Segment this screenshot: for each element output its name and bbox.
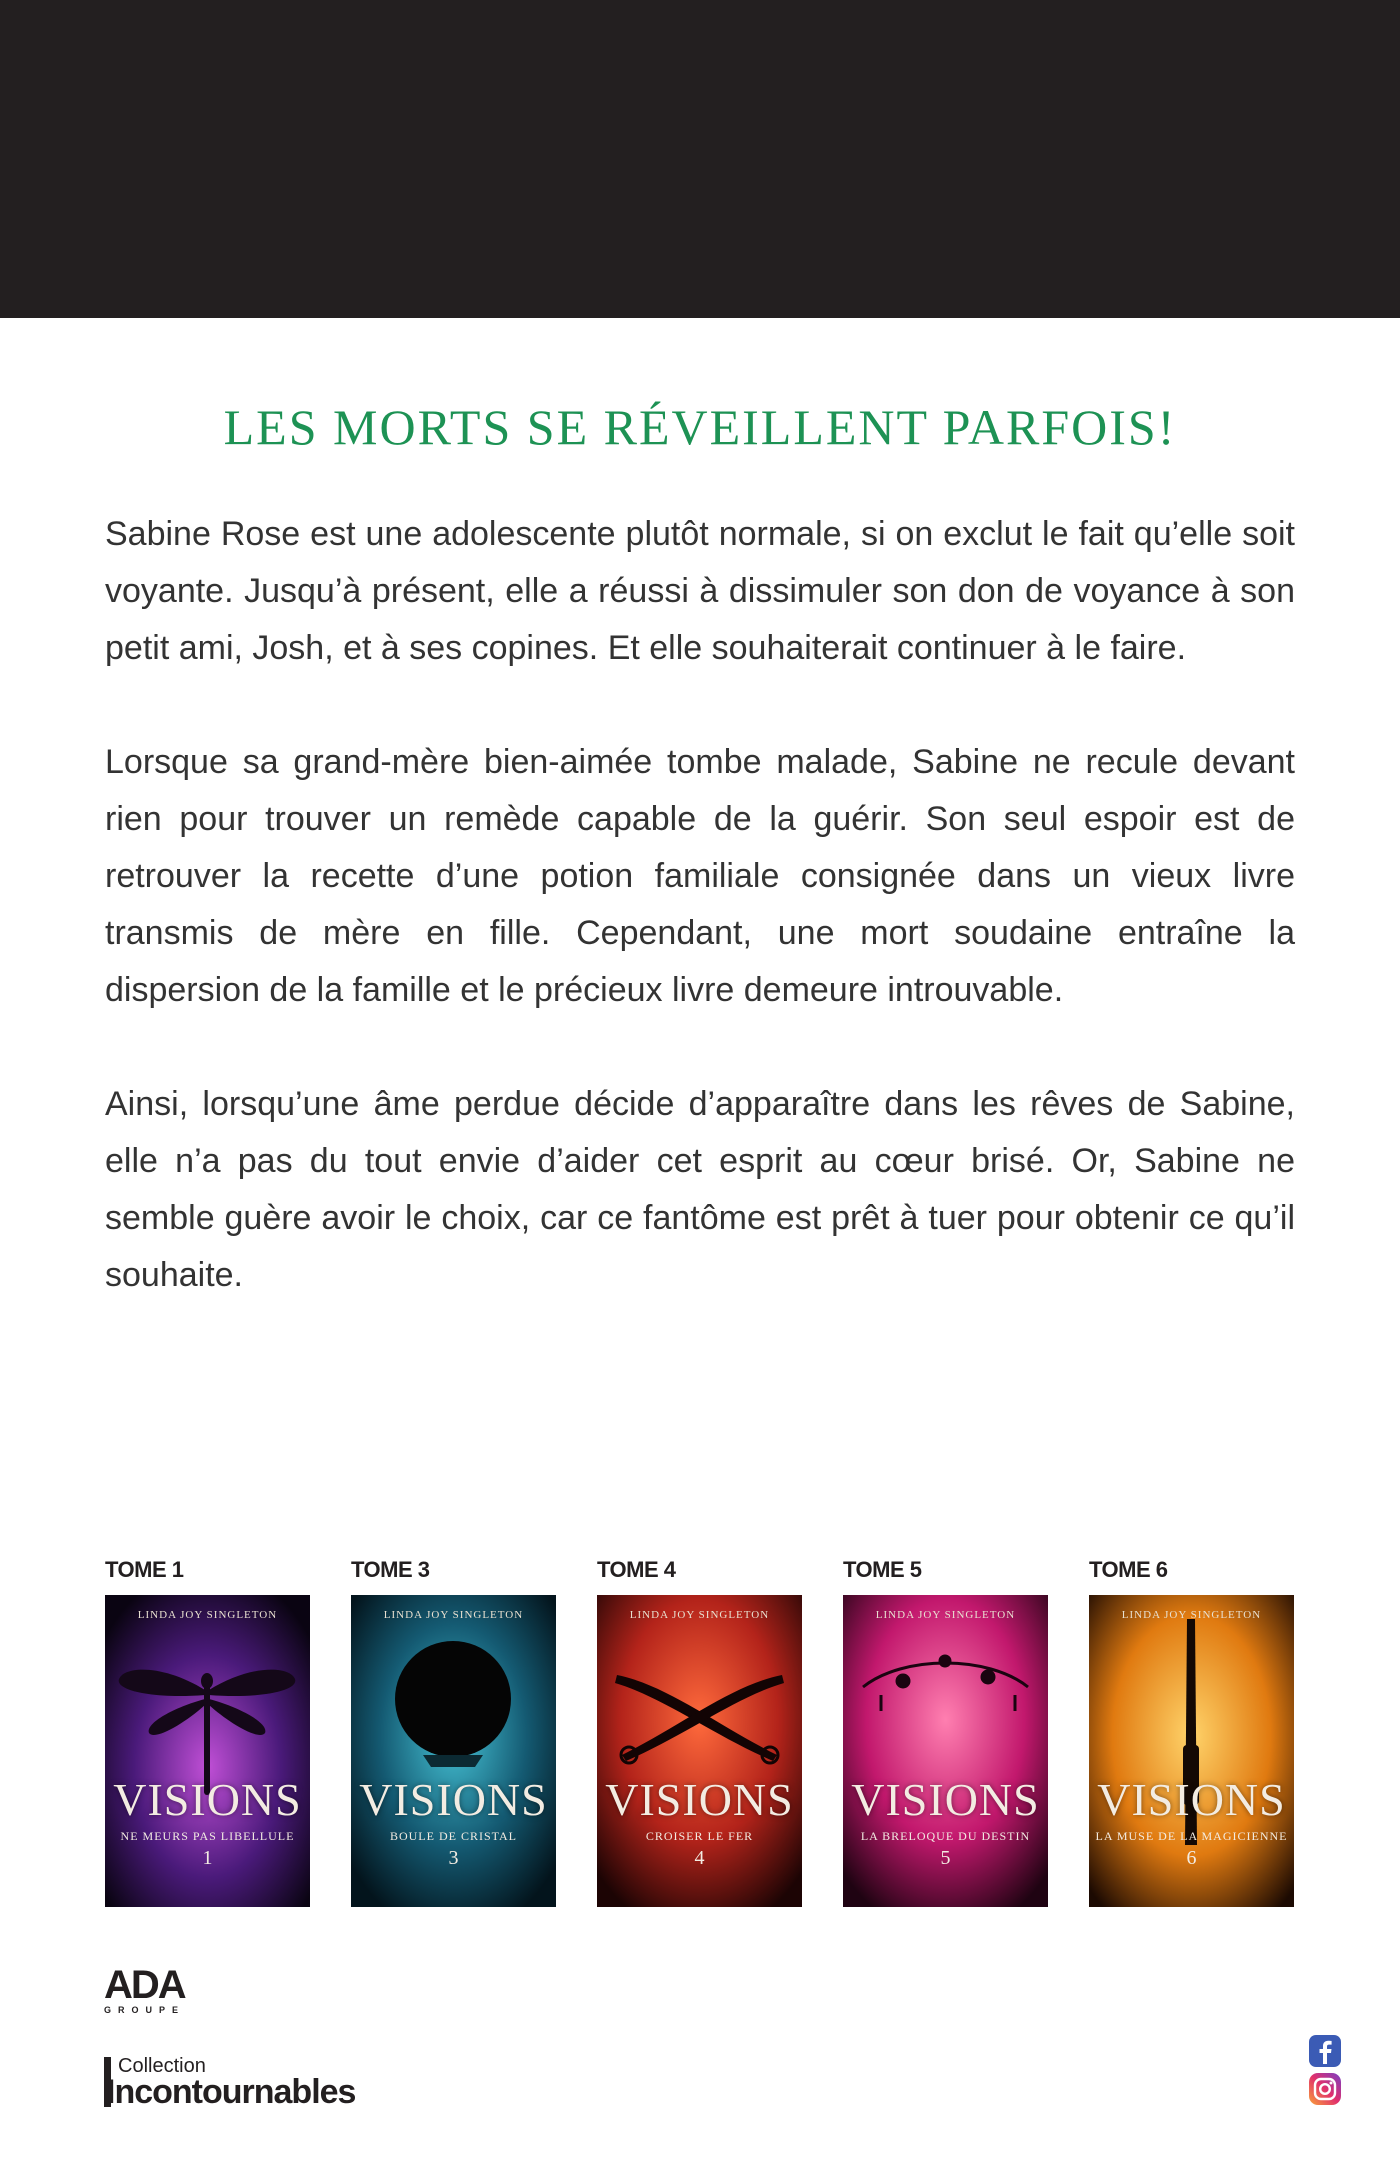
- paragraph-1: Sabine Rose est une adolescente plutôt normale, si on exclut le fait qu’elle soit voyante. Jusqu’à présent, elle a réussi à dissimuler son don de voyance à son petit ami, Josh, et à ses copines. Et elle souhaiterait continuer à le faire.: [105, 515, 1295, 667]
- cover-number: 1: [202, 1847, 213, 1869]
- series-covers: [105, 1555, 1295, 1915]
- tome-label: TOME 3: [351, 1557, 430, 1582]
- tome-3: [351, 1555, 556, 1907]
- cover-number: 4: [694, 1847, 705, 1869]
- paragraph-3: Ainsi, lorsqu’une âme perdue décide d’apparaître dans les rêves de Sabine, elle n’a pas du tout envie d’aider cet esprit au cœur brisé. Or, Sabine ne semble guère avoir le choix, car ce fantôme est prêt à tuer pour obtenir ce qu’il souhaite.: [105, 1085, 1295, 1294]
- cover-author: LINDA JOY SINGLETON: [1121, 1609, 1262, 1621]
- cover-author: LINDA JOY SINGLETON: [629, 1609, 770, 1621]
- collection-name: Incontournables: [106, 2073, 356, 2111]
- tome-label: TOME 4: [597, 1557, 676, 1582]
- cover-tome-1: [105, 1595, 310, 1907]
- ada-logo-sub: GROUPE: [104, 2005, 186, 2015]
- facebook-icon[interactable]: [1308, 2034, 1342, 2068]
- tome-label: TOME 6: [1089, 1557, 1168, 1582]
- instagram-icon[interactable]: [1308, 2072, 1342, 2106]
- cover-title: VISIONS: [359, 1774, 548, 1825]
- cover-tome-3: [351, 1595, 556, 1907]
- cover-tome-4: [597, 1595, 802, 1907]
- tome-5: [843, 1555, 1048, 1907]
- social-icons: [1308, 2034, 1342, 2110]
- tome-4: [597, 1555, 802, 1907]
- cover-title: VISIONS: [113, 1774, 302, 1825]
- cover-number: 3: [448, 1847, 459, 1869]
- tome-6: [1089, 1555, 1294, 1907]
- collection-label: Collection: [118, 2055, 206, 2077]
- cover-tome-5: [843, 1595, 1048, 1907]
- cover-author: LINDA JOY SINGLETON: [383, 1609, 524, 1621]
- cover-author: LINDA JOY SINGLETON: [137, 1609, 278, 1621]
- cover-number: 6: [1186, 1847, 1197, 1869]
- paragraph-2: Lorsque sa grand-mère bien-aimée tombe malade, Sabine ne recule devant rien pour trouver un remède capable de la guérir. Son seul espoir est de retrouver la recette d’une potion familiale consignée dans un vieux livre transmis de mère en fille. Cependant, une mort soudaine entraîne la dispersion de la famille et le précieux livre demeure introuvable.: [105, 743, 1295, 1009]
- ada-logo-main: ADA: [104, 1963, 185, 2007]
- top-dark-band: [0, 0, 1400, 318]
- tome-label: TOME 1: [105, 1557, 184, 1582]
- cover-title: VISIONS: [1097, 1774, 1286, 1825]
- headline: LES MORTS SE RÉVEILLENT PARFOIS!: [223, 399, 1177, 455]
- cover-subtitle: BOULE DE CRISTAL: [389, 1829, 518, 1843]
- collection-logo: [104, 2055, 424, 2115]
- cover-title: VISIONS: [851, 1774, 1040, 1825]
- blurb: [105, 506, 1295, 1361]
- cover-subtitle: LA BRELOQUE DU DESTIN: [860, 1829, 1031, 1843]
- cover-author: LINDA JOY SINGLETON: [875, 1609, 1016, 1621]
- cover-title: VISIONS: [605, 1774, 794, 1825]
- cover-tome-6: [1089, 1595, 1294, 1907]
- ada-groupe-logo: [104, 1965, 204, 2015]
- cover-number: 5: [940, 1847, 951, 1869]
- tome-1: [105, 1555, 310, 1907]
- tome-label: TOME 5: [843, 1557, 922, 1582]
- cover-subtitle: LA MUSE DE LA MAGICIENNE: [1095, 1829, 1288, 1843]
- cover-subtitle: CROISER LE FER: [645, 1829, 754, 1843]
- cover-subtitle: NE MEURS PAS LIBELLULE: [120, 1829, 295, 1843]
